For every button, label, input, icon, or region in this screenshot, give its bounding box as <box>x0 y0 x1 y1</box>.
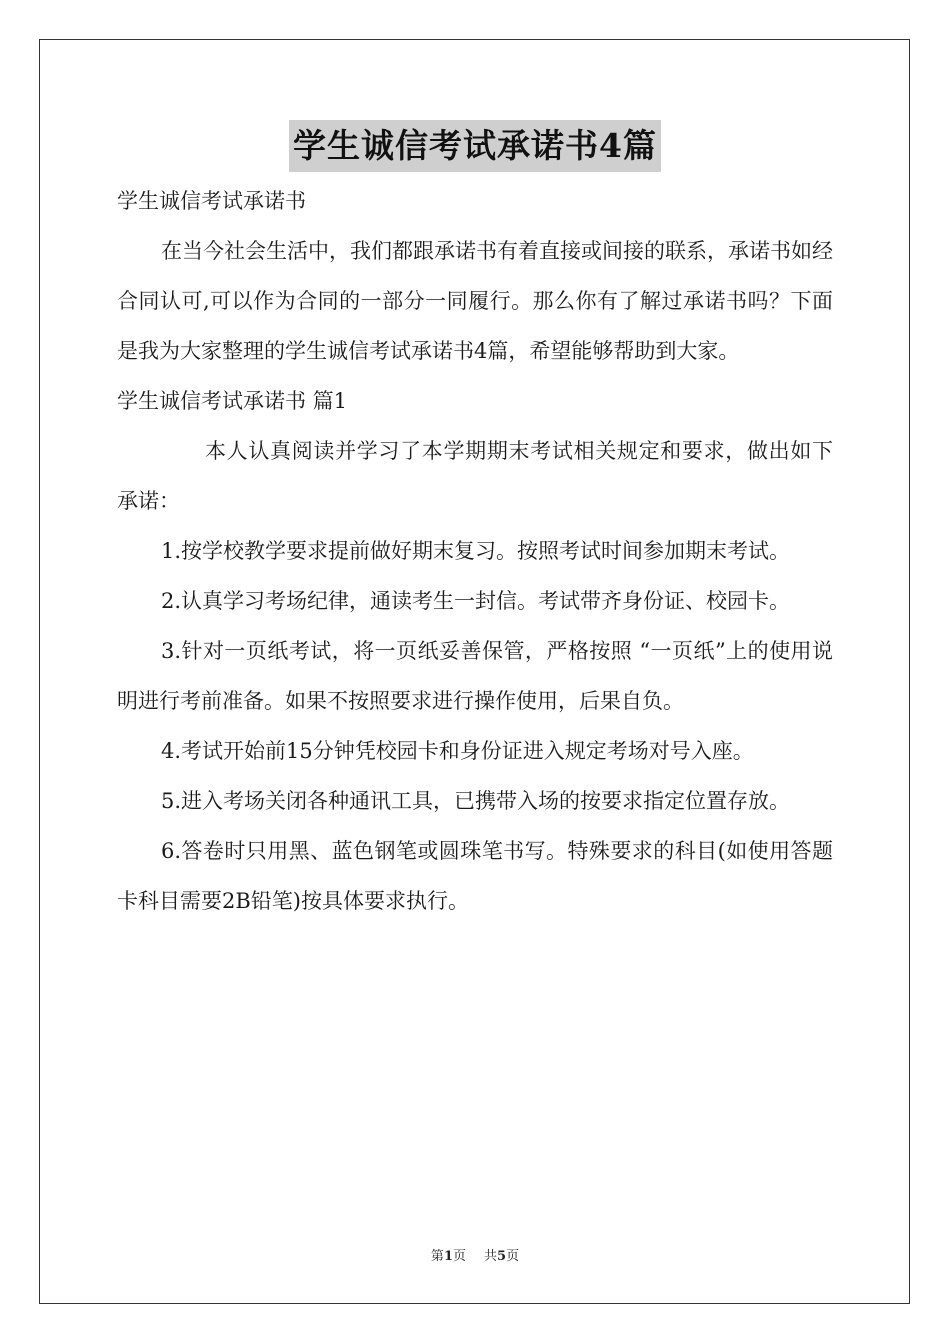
pledge-item-1: 1.按学校教学要求提前做好期末复习。按照考试时间参加期末考试。 <box>161 539 791 563</box>
page-footer <box>0 1245 950 1264</box>
footer-page-prefix: 第 <box>430 1249 444 1264</box>
pledge-item-6: 6.答卷时只用黑、蓝色钢笔或圆珠笔书写。特殊要求的科目(如使用答题卡科目需要2B铅笔)按具体要求执行。 <box>117 839 833 913</box>
pledge-opening: 本人认真阅读并学习了本学期期末考试相关规定和要求，做出如下承诺： <box>117 439 833 513</box>
footer-total-pages: 5 <box>497 1249 507 1264</box>
pledge-item-3: 3.针对一页纸考试，将一页纸妥善保管，严格按照 “一页纸”上的使用说明进行考前准备。如果不按照要求进行操作使用，后果自负。 <box>117 639 833 713</box>
footer-page-number: 1 <box>443 1249 453 1264</box>
document-subtitle: 学生诚信考试承诺书 <box>117 189 306 213</box>
title-container <box>0 120 950 172</box>
section-heading: 学生诚信考试承诺书 篇1 <box>117 389 348 413</box>
footer-total-prefix: 共 <box>484 1249 498 1264</box>
document-title: 学生诚信考试承诺书4篇 <box>289 120 661 172</box>
pledge-item-5: 5.进入考场关闭各种通讯工具，已携带入场的按要求指定位置存放。 <box>161 789 791 813</box>
footer-total-suffix: 页 <box>506 1249 520 1264</box>
pledge-item-2: 2.认真学习考场纪律，通读考生一封信。考试带齐身份证、校园卡。 <box>161 589 791 613</box>
footer-page-suffix: 页 <box>452 1249 466 1264</box>
document-body <box>117 176 833 926</box>
pledge-item-4: 4.考试开始前15分钟凭校园卡和身份证进入规定考场对号入座。 <box>161 739 754 763</box>
intro-paragraph: 在当今社会生活中，我们都跟承诺书有着直接或间接的联系，承诺书如经合同认可,可以作为合同的一部分一同履行。那么你有了解过承诺书吗？下面是我为大家整理的学生诚信考试承诺书4篇，希望能够帮助到大家。 <box>117 239 833 363</box>
